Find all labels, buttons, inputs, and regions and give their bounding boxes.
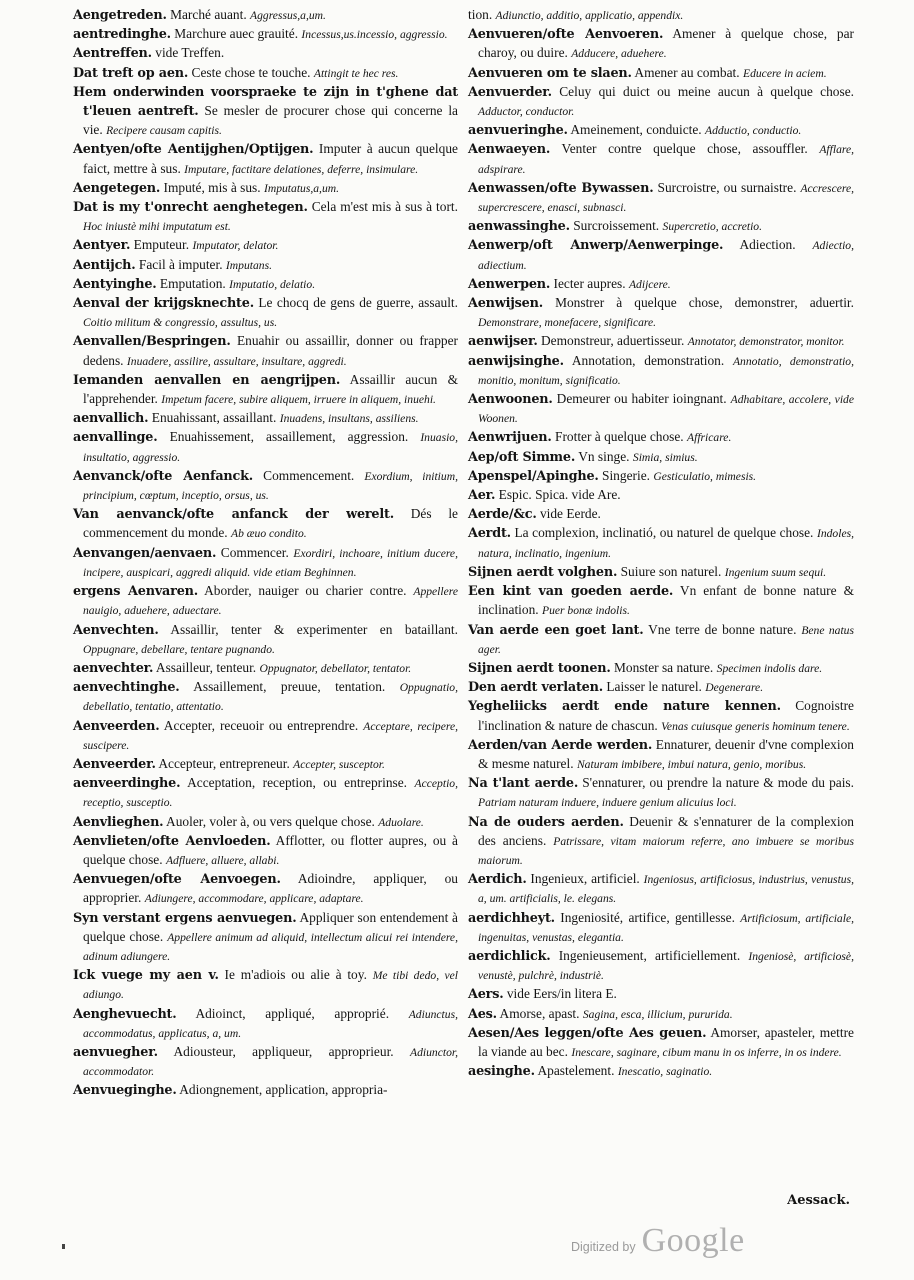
- headword: aenwijser.: [468, 334, 538, 350]
- dictionary-entry: [73, 755, 458, 774]
- latin-gloss: Acceptio, receptio, susceptio.: [83, 777, 458, 810]
- latin-gloss: Adfluere, alluere, allabi.: [165, 853, 280, 867]
- latin-gloss: Exordiri, inchoare, initium ducere, incipere, auspicari, aggredi aliquid. vide etiam Beghinnen.: [83, 546, 458, 579]
- dictionary-entry: [73, 678, 458, 716]
- headword: Na de ouders aerden.: [468, 814, 624, 830]
- french-gloss: vide Eers/in litera E.: [506, 986, 617, 1002]
- latin-gloss: Aduolare.: [378, 815, 424, 829]
- dictionary-entry: [73, 44, 458, 63]
- dictionary-entry: [73, 179, 458, 198]
- french-gloss: Ingenieusement, artificiellement.: [558, 947, 741, 963]
- latin-gloss: Naturam imbibere, imbui natura, genio, moribus.: [576, 757, 807, 771]
- latin-gloss: Puer bonæ indolis.: [541, 604, 630, 618]
- latin-gloss: Adiungere, accommodare, applicare, adaptare.: [144, 892, 364, 906]
- latin-gloss: Impetum facere, subire aliquem, irruere in aliquem, inuehi.: [161, 393, 436, 407]
- french-gloss: Espic. Spica. vide Are.: [498, 487, 621, 503]
- latin-gloss: Imputatus,a,um.: [263, 181, 340, 195]
- left-column: [73, 6, 458, 1101]
- french-gloss: Facil à imputer.: [138, 256, 223, 272]
- latin-gloss: Recipere causam capitis.: [106, 124, 222, 138]
- dictionary-entry: [468, 294, 854, 332]
- french-gloss: Cognoistre l'inclination & nature de chascun.: [478, 698, 854, 733]
- latin-gloss: Supercretio, accretio.: [662, 220, 762, 234]
- dictionary-entry: [73, 832, 458, 870]
- dictionary-entry: [468, 1024, 854, 1062]
- french-gloss: Surcroistre, ou surnaistre.: [657, 179, 797, 195]
- latin-gloss: Inescatio, saginatio.: [617, 1065, 713, 1079]
- latin-gloss: Adiunctor, accommodator.: [83, 1045, 458, 1079]
- latin-gloss: Adijcere.: [628, 277, 671, 291]
- headword: Na t'lant aerde.: [468, 776, 579, 792]
- latin-gloss: Inuadens, insultans, assiliens.: [279, 412, 419, 426]
- french-gloss: Vn singe.: [578, 448, 630, 464]
- french-gloss: Assaillir, tenter & experimenter en bataillant.: [170, 621, 458, 637]
- dictionary-entry: [73, 198, 458, 236]
- headword: aesinghe.: [468, 1064, 535, 1080]
- latin-gloss: Inescare, saginare, cibum manu in os inferre, in os indere.: [571, 1045, 842, 1059]
- headword: Aenwerp/oft Anwerp/Aenwerpinge.: [468, 238, 724, 254]
- latin-gloss: Sagina, esca, illicium, pururida.: [582, 1007, 733, 1021]
- latin-gloss: Inuadere, assilire, assultare, insultare, aggredi.: [126, 354, 347, 368]
- headword: Van aenvanck/ofte anfanck der werelt.: [73, 507, 395, 523]
- dictionary-entry: [468, 736, 854, 774]
- french-gloss: Enuahissant, assaillant.: [151, 410, 277, 426]
- dictionary-entry: [468, 428, 854, 447]
- french-gloss: Iecter aupres.: [553, 275, 626, 291]
- dictionary-entry: [468, 697, 854, 735]
- french-gloss: Laisser le naturel.: [606, 679, 702, 695]
- google-logo: Google: [641, 1222, 745, 1259]
- dictionary-entry: [73, 1043, 458, 1081]
- latin-gloss: Adducere, aduehere.: [571, 47, 667, 61]
- headword: Hem onderwinden voorspraeke te zijn in t'ghene dat t'leuen aentreft.: [73, 84, 458, 120]
- dictionary-entry: [468, 83, 854, 121]
- headword: Dat treft op aen.: [73, 65, 189, 81]
- french-gloss: Enuahissement, assaillement, aggression.: [169, 429, 409, 445]
- latin-gloss: Attingit te hec res.: [313, 66, 399, 80]
- french-gloss: Auoler, voler à, ou vers quelque chose.: [166, 813, 375, 829]
- latin-gloss: Ingeniosus, artificiosus, industrius, venustus, a, um. artificialis, le. elegans.: [478, 873, 854, 906]
- headword: Aenveerder.: [73, 756, 156, 772]
- headword: Aenwoonen.: [468, 392, 553, 408]
- headword: aenvechter.: [73, 660, 154, 676]
- headword: Aerden/van Aerde werden.: [468, 737, 653, 753]
- headword: Aenvanck/ofte Aenfanck.: [73, 468, 254, 484]
- french-gloss: vide Treffen.: [155, 45, 225, 61]
- french-gloss: Commencement.: [263, 467, 355, 483]
- french-gloss: Marchure auec grauité.: [174, 26, 299, 42]
- headword: Aenvechten.: [73, 622, 159, 638]
- dictionary-entry: [73, 371, 458, 409]
- headword: Aenvlieten/ofte Aenvloeden.: [73, 833, 271, 849]
- dictionary-entry: [73, 774, 458, 812]
- french-gloss: Aborder, nauiger ou charier contre.: [204, 583, 407, 599]
- dictionary-entry: [468, 121, 854, 140]
- latin-gloss: Adhabitare, accolere, vide Woonen.: [478, 393, 854, 426]
- latin-gloss: Acceptare, recipere, suscipere.: [83, 719, 458, 752]
- dictionary-entry: [73, 813, 458, 832]
- dictionary-entry: [73, 659, 458, 678]
- dictionary-entry: [468, 659, 854, 678]
- headword: Sijnen aerdt toonen.: [468, 660, 611, 676]
- dictionary-entry: [468, 64, 854, 83]
- dictionary-entry: [468, 813, 854, 871]
- dictionary-entry: [73, 236, 458, 255]
- dictionary-entry: [73, 1081, 458, 1100]
- french-gloss: Ingenieux, artificiel.: [530, 871, 640, 887]
- latin-gloss: Accepter, susceptor.: [293, 757, 385, 771]
- latin-gloss: Degenerare.: [705, 681, 764, 695]
- dictionary-entry: [468, 332, 854, 351]
- headword: Aenveerden.: [73, 718, 160, 734]
- french-gloss: Adiongnement, application, appropria-: [179, 1082, 388, 1098]
- headword: Aenvangen/aenvaen.: [73, 545, 217, 561]
- dictionary-entry: [468, 505, 854, 524]
- headword: aerdichlick.: [468, 948, 551, 964]
- headword: Aes.: [468, 1006, 497, 1022]
- dictionary-entry: [468, 140, 854, 178]
- headword: Aenvueren om te slaen.: [468, 65, 632, 81]
- headword: aenvallich.: [73, 411, 149, 427]
- latin-gloss: Adiunctus, accommodatus, applicatus, a, um.: [83, 1007, 458, 1040]
- french-gloss: Venter contre quelque chose, assouffler.: [561, 141, 808, 157]
- french-gloss: Dés le commencement du monde.: [83, 506, 458, 541]
- headword: Aenwrijuen.: [468, 430, 552, 446]
- headword: aenwassinghe.: [468, 219, 570, 235]
- french-gloss: tion.: [468, 7, 493, 22]
- dictionary-entry: [468, 985, 854, 1004]
- latin-gloss: Exordium, initium, principium, cœptum, inceptio, orsus, us.: [83, 469, 458, 503]
- french-gloss: Ingeniosité, artifice, gentillesse.: [560, 909, 735, 925]
- latin-gloss: Simia, simius.: [632, 450, 698, 464]
- latin-gloss: Gesticulatio, mimesis.: [653, 469, 757, 483]
- french-gloss: Ennaturer, deuenir d'vne complexion & mesme naturel.: [478, 736, 854, 771]
- french-gloss: Accepter, receuoir ou entreprendre.: [163, 717, 359, 733]
- dictionary-entry: [468, 582, 854, 620]
- dictionary-entry: [468, 467, 854, 486]
- french-gloss: Amorse, apast.: [499, 1005, 580, 1021]
- latin-gloss: Imputator, delator.: [192, 239, 279, 253]
- french-gloss: Monster sa nature.: [613, 659, 714, 675]
- headword: aenvechtinghe.: [73, 680, 180, 696]
- headword: Yegheliicks aerdt ende nature kennen.: [468, 699, 781, 715]
- dictionary-entry: [73, 428, 458, 466]
- headword: Aentreffen.: [73, 46, 152, 62]
- latin-gloss: Appellere animum ad aliquid, intellectum alicui rei intendere, adinum adiungere.: [83, 930, 458, 963]
- headword: Aengetegen.: [73, 180, 161, 196]
- french-gloss: Amener à quelque chose, par charoy, ou duire.: [478, 26, 854, 61]
- latin-gloss: Imputare, factitare delationes, deferre, insimulare.: [184, 162, 419, 176]
- headword: Aenvueren/ofte Aenvoeren.: [468, 27, 664, 43]
- latin-gloss: Ab æuo condito.: [231, 527, 307, 541]
- headword: ergens Aenvaren.: [73, 584, 198, 600]
- french-gloss: S'ennaturer, ou prendre la nature & mode du pais.: [582, 775, 854, 791]
- french-gloss: Deuenir & s'ennaturer de la complexion des anciens.: [478, 813, 854, 848]
- french-gloss: Se mesler de procurer chose qui concerne la vie.: [83, 103, 458, 138]
- catchword: Aessack.: [787, 1193, 850, 1208]
- latin-gloss: Incessus,us.incessio, aggressio.: [301, 28, 448, 42]
- headword: Een kint van goeden aerde.: [468, 584, 674, 600]
- latin-gloss: Imputatio, delatio.: [229, 277, 316, 291]
- french-gloss: Commencer.: [220, 544, 289, 560]
- watermark-label: Digitized by: [571, 1240, 636, 1254]
- headword: Ick vuege my aen v.: [73, 968, 219, 984]
- french-gloss: Accepteur, entrepreneur.: [158, 755, 290, 771]
- french-gloss: Le chocq de gens de guerre, assault.: [258, 295, 458, 311]
- dictionary-entry: [468, 236, 854, 274]
- dictionary-entry: [468, 563, 854, 582]
- headword: Dat is my t'onrecht aenghetegen.: [73, 200, 308, 216]
- headword: Aers.: [468, 987, 504, 1003]
- dictionary-entry: [73, 505, 458, 543]
- dictionary-entry: [468, 947, 854, 985]
- french-gloss: Amener au combat.: [634, 64, 740, 80]
- headword: Aenvuerder.: [468, 84, 552, 100]
- dictionary-entry: [73, 256, 458, 275]
- dictionary-entry: [73, 544, 458, 582]
- dictionary-entry: [468, 352, 854, 390]
- latin-gloss: Adiunctio, additio, applicatio, appendix.: [495, 9, 684, 22]
- headword: Den aerdt verlaten.: [468, 680, 603, 696]
- margin-mark: [62, 1244, 65, 1249]
- latin-gloss: Ingeniosè, artificiosè, venustè, pulchrè, industriè.: [478, 949, 854, 983]
- latin-gloss: Imputans.: [225, 258, 272, 272]
- headword: Iemanden aenvallen en aengrijpen.: [73, 372, 341, 388]
- dictionary-entry: [468, 217, 854, 236]
- french-gloss: Marché auant.: [170, 7, 247, 22]
- headword: Aenghevuecht.: [73, 1006, 177, 1022]
- dictionary-entry: [468, 6, 854, 25]
- right-column: [468, 6, 854, 1081]
- dictionary-entry: [73, 25, 458, 44]
- headword: Aesen/Aes leggen/ofte Aes geuen.: [468, 1025, 707, 1041]
- latin-gloss: Aggressus,a,um.: [250, 9, 326, 22]
- headword: aentredinghe.: [73, 27, 171, 43]
- dictionary-entry: [468, 25, 854, 63]
- dictionary-entry: [73, 582, 458, 620]
- dictionary-entry: [73, 294, 458, 332]
- latin-gloss: Annotatio, demonstratio, monitio, monitum, significatio.: [478, 354, 854, 387]
- french-gloss: Monstrer à quelque chose, demonstrer, aduertir.: [555, 295, 854, 311]
- latin-gloss: Adductor, conductor.: [478, 105, 575, 119]
- headword: Aenval der krijgsknechte.: [73, 296, 254, 312]
- digitized-watermark: [571, 1222, 745, 1260]
- headword: aenvuegher.: [73, 1044, 158, 1060]
- french-gloss: Apastelement.: [537, 1063, 615, 1079]
- latin-gloss: Adductio, conductio.: [705, 124, 802, 138]
- latin-gloss: Me tibi dedo, vel adiungo.: [83, 969, 458, 1002]
- french-gloss: Adioinct, appliqué, approprié.: [195, 1005, 390, 1021]
- dictionary-entry: [468, 1062, 854, 1081]
- french-gloss: Assailleur, tenteur.: [155, 659, 257, 675]
- dictionary-entry: [73, 83, 458, 141]
- dictionary-entry: [468, 1005, 854, 1024]
- latin-gloss: Accrescere, supercrescere, enasci, subnasci.: [478, 181, 854, 215]
- french-gloss: Vne terre de bonne nature.: [648, 621, 797, 637]
- latin-gloss: Adiectio, adiectium.: [478, 239, 854, 272]
- headword: aenveerdinghe.: [73, 776, 181, 792]
- headword: Aenvuegen/ofte Aenvoegen.: [73, 872, 281, 888]
- headword: Aentijch.: [73, 257, 136, 273]
- dictionary-entry: [73, 467, 458, 505]
- dictionary-entry: [468, 390, 854, 428]
- latin-gloss: Appellere nauigio, aduehere, aduectare.: [83, 585, 458, 618]
- headword: Aenvueginghe.: [73, 1083, 177, 1099]
- dictionary-entry: [73, 870, 458, 908]
- french-gloss: Surcroissement.: [573, 218, 660, 234]
- dictionary-entry: [468, 524, 854, 562]
- headword: Aerde/&c.: [468, 507, 537, 523]
- headword: Van aerde een goet lant.: [468, 622, 644, 638]
- headword: Aep/oft Simme.: [468, 449, 576, 465]
- latin-gloss: Artificiosum, artificiale, ingenuitas, venustas, elegantia.: [478, 911, 854, 944]
- french-gloss: Ameinement, conduicte.: [570, 122, 702, 138]
- french-gloss: Frotter à quelque chose.: [555, 429, 684, 445]
- french-gloss: La complexion, inclinatió, ou naturel de quelque chose.: [514, 525, 814, 541]
- dictionary-entry: [73, 621, 458, 659]
- dictionary-entry: [73, 966, 458, 1004]
- french-gloss: Amorser, apasteler, mettre la viande au bec.: [478, 1024, 854, 1059]
- dictionary-entry: [73, 140, 458, 178]
- latin-gloss: Hoc iniustè mihi imputatum est.: [83, 220, 231, 234]
- headword: Aerdich.: [468, 872, 527, 888]
- french-gloss: Enuahir ou assaillir, donner ou frapper dedens.: [83, 333, 458, 368]
- headword: Sijnen aerdt volghen.: [468, 564, 618, 580]
- french-gloss: Ie m'adiois ou alie à toy.: [224, 967, 367, 983]
- dictionary-entry: [73, 1005, 458, 1043]
- headword: Aerdt.: [468, 526, 511, 542]
- french-gloss: Adiection.: [739, 237, 796, 253]
- french-gloss: Demeurer ou habiter ioingnant.: [556, 391, 727, 407]
- french-gloss: Singerie.: [602, 467, 650, 483]
- dictionary-entry: [468, 621, 854, 659]
- headword: Syn verstant ergens aenvuegen.: [73, 910, 297, 926]
- dictionary-entry: [73, 409, 458, 428]
- headword: aenvueringhe.: [468, 123, 568, 139]
- dictionary-entry: [73, 64, 458, 83]
- headword: Aenvlieghen.: [73, 814, 164, 830]
- headword: Aentyen/ofte Aentijghen/Optijgen.: [73, 142, 314, 158]
- french-gloss: Afflotter, ou flotter aupres, ou à quelque chose.: [83, 832, 458, 867]
- latin-gloss: Afflare, adspirare.: [478, 143, 854, 176]
- french-gloss: Vn enfant de bonne nature & inclination.: [478, 583, 854, 618]
- french-gloss: Imputer à aucun quelque faict, mettre à sus.: [83, 141, 458, 176]
- french-gloss: Emputation.: [159, 275, 226, 291]
- latin-gloss: Bene natus ager.: [478, 623, 854, 656]
- french-gloss: vide Eerde.: [539, 506, 601, 522]
- headword: Aentyinghe.: [73, 276, 157, 292]
- dictionary-entry: [73, 332, 458, 370]
- headword: Apenspel/Apinghe.: [468, 468, 599, 484]
- headword: Aer.: [468, 488, 496, 504]
- dictionary-entry: [468, 486, 854, 505]
- latin-gloss: Educere in aciem.: [743, 66, 827, 80]
- french-gloss: Annotation, demonstration.: [571, 352, 725, 368]
- french-gloss: Appliquer son entendement à quelque chose.: [83, 909, 458, 944]
- latin-gloss: Demonstrare, monefacere, significare.: [478, 316, 657, 330]
- french-gloss: Suiure son naturel.: [620, 563, 722, 579]
- french-gloss: Demonstreur, aduertisseur.: [540, 333, 685, 349]
- latin-gloss: Ingenium suum sequi.: [724, 565, 827, 579]
- headword: Aenwassen/ofte Bywassen.: [468, 180, 654, 196]
- dictionary-entry: [468, 774, 854, 812]
- latin-gloss: Patrissare, vitam maiorum referre, ano imbuere se moribus maiorum.: [478, 834, 854, 867]
- latin-gloss: Venas cuiusque generis hominum tenere.: [661, 719, 850, 733]
- latin-gloss: Inuasio, insultatio, aggressio.: [83, 431, 458, 464]
- french-gloss: Imputé, mis à sus.: [163, 179, 261, 195]
- headword: Aentyer.: [73, 238, 131, 254]
- dictionary-entry: [73, 6, 458, 25]
- dictionary-entry: [73, 909, 458, 967]
- latin-gloss: Oppugnatio, debellatio, tentatio, attentatio.: [83, 681, 458, 714]
- latin-gloss: Oppugnare, debellare, tentare pugnando.: [83, 642, 275, 656]
- latin-gloss: Affricare.: [687, 431, 732, 445]
- headword: Aenwaeyen.: [468, 142, 551, 158]
- french-gloss: Adiousteur, appliqueur, approprieur.: [173, 1043, 394, 1059]
- latin-gloss: Specimen indolis dare.: [716, 661, 823, 675]
- french-gloss: Emputeur.: [133, 237, 190, 253]
- dictionary-entry: [468, 678, 854, 697]
- headword: aenwijsinghe.: [468, 353, 564, 369]
- dictionary-entry: [73, 275, 458, 294]
- headword: Aenwijsen.: [468, 296, 543, 312]
- dictionary-entry: [468, 909, 854, 947]
- latin-gloss: Indoles, natura, inclinatio, ingenium.: [478, 527, 854, 560]
- dictionary-entry: [468, 448, 854, 467]
- french-gloss: Assaillement, preuue, tentation.: [193, 679, 386, 695]
- headword: Aenvallen/Bespringen.: [73, 334, 231, 350]
- french-gloss: Assaillir aucun & l'apprehender.: [83, 371, 458, 407]
- latin-gloss: Coitio militum & congressio, assultus, us.: [83, 316, 278, 330]
- dictionary-entry: [468, 870, 854, 908]
- french-gloss: Ceste chose te touche.: [191, 64, 311, 80]
- dictionary-entry: [468, 179, 854, 217]
- headword: aenvallinge.: [73, 430, 158, 446]
- headword: aerdichheyt.: [468, 910, 555, 926]
- headword: Aengetreden.: [73, 8, 167, 23]
- latin-gloss: Patriam naturam induere, induere genium alicuius loci.: [478, 796, 737, 810]
- french-gloss: Cela m'est mis à sus à tort.: [311, 199, 458, 215]
- dictionary-entry: [73, 717, 458, 755]
- latin-gloss: Oppugnator, debellator, tentator.: [259, 661, 412, 675]
- french-gloss: Acceptation, reception, ou entreprinse.: [187, 775, 408, 791]
- headword: Aenwerpen.: [468, 276, 551, 292]
- french-gloss: Adioindre, appliquer, ou approprier.: [83, 871, 458, 906]
- dictionary-entry: [468, 275, 854, 294]
- french-gloss: Celuy qui duict ou meine aucun à quelque chose.: [559, 83, 854, 99]
- latin-gloss: Annotator, demonstrator, monitor.: [687, 335, 845, 349]
